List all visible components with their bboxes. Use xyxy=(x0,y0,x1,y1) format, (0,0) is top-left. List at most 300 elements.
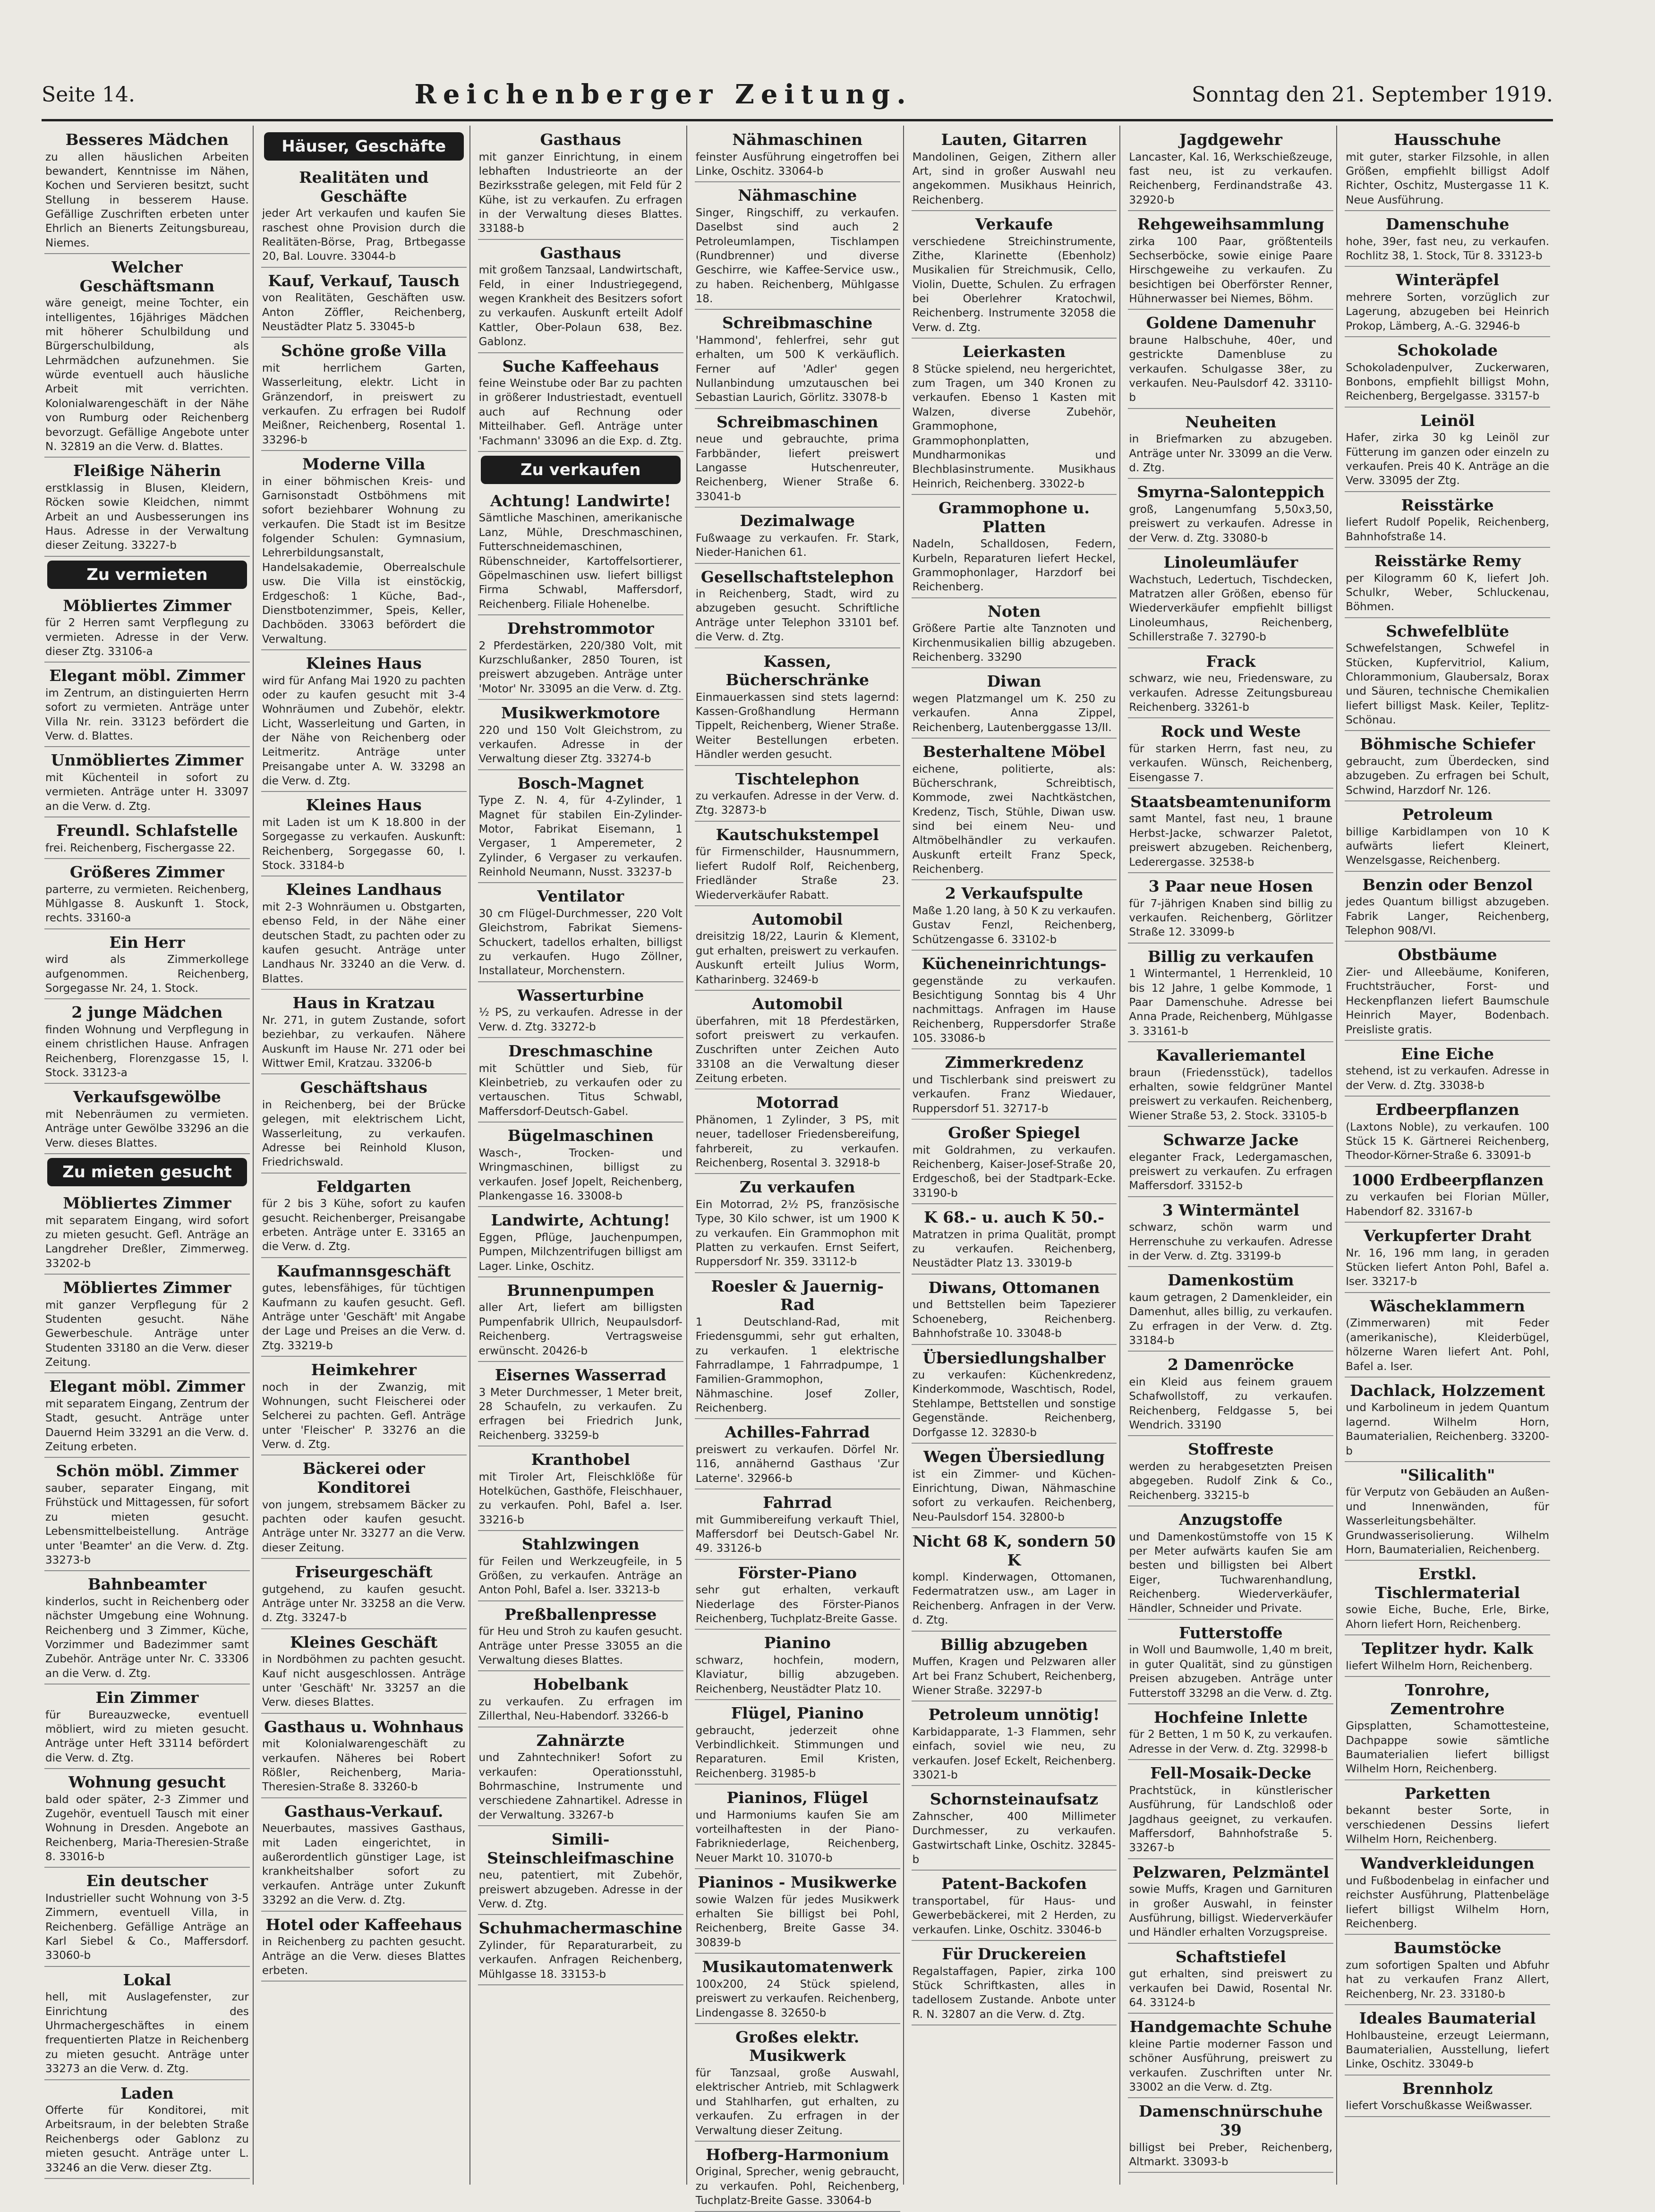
classified-ad xyxy=(478,772,683,884)
classified-ad xyxy=(1345,2077,1550,2117)
ad-headline: Freundl. Schlafstelle xyxy=(56,821,238,840)
ad-body: zirka 100 Paar, größtenteils Sechserböcke, sowie einige Paare Hirschgeweihe zu verkaufen. Zu besichtigen bei Oberförster Renner, Hühnerwasser bei Niemes, Böhm. xyxy=(1129,235,1333,306)
classified-ad xyxy=(1345,128,1550,211)
ad-body: Nr. 271, in gutem Zustande, sofort beziehbar, zu verkaufen. Nähere Auskunft im Hause Nr. 271 oder bei Wittwer Emil, Kratzau. 33206-b xyxy=(262,1014,466,1070)
ad-headline: Kücheneinrichtungs- xyxy=(921,954,1107,973)
classified-ad xyxy=(261,1260,467,1357)
ad-body: erstklassig in Blusen, Kleidern, Röcken sowie Kleidchen, nimmt Arbeit an und Ausbesserungen ins Haus. Adresse in der Verwaltung dieser Zeitung. 33227-b xyxy=(45,482,249,552)
ad-headline: Nicht 68 K, sondern 50 K xyxy=(913,1531,1116,1569)
ad-body: Prachtstück, in künstlerischer Ausführung, für Landschloß oder Jagdhaus geeignet, zu verkaufen. Maffersdorf, Bahnhofstraße 5. 33267-b xyxy=(1129,1784,1333,1855)
ad-body: jeder Art verkaufen und kaufen Sie raschest ohne Provision durch die Realitäten-Börse, Prag, Brtbegasse 20, Bal. Louvre. 33044-b xyxy=(262,207,466,263)
classified-ad xyxy=(478,355,683,452)
ad-body: mit Goldrahmen, zu verkaufen. Reichenberg, Kaiser-Josef-Straße 20, Erdgeschoß, bei der Stadtpark-Ecke. 33190-b xyxy=(912,1144,1116,1200)
ad-body: aller Art, liefert am billigsten Pumpenfabrik Ullrich, Neupaulsdorf-Reichenberg. Vertragsweise erwünscht. 20426-b xyxy=(478,1302,682,1357)
classified-ad xyxy=(695,1632,900,1700)
classified-ad xyxy=(1128,1762,1333,1859)
ad-headline: Elegant möbl. Zimmer xyxy=(49,1377,245,1396)
ad-body: Muffen, Kragen und Pelzwaren aller Art bei Franz Schubert, Reichenberg, Wiener Straße. 32297-b xyxy=(912,1656,1116,1697)
ad-headline: Bosch-Magnet xyxy=(517,774,644,792)
classified-ad xyxy=(1345,733,1550,801)
ad-headline: Gasthaus-Verkauf. xyxy=(284,1802,444,1821)
ad-body: noch in der Zwanzig, mit Wohnungen, sucht Fleischerei oder Selcherei zu pachten. Gefl. Anträge unter 'Fleischer' P. 33276 an die Verw. d. Ztg. xyxy=(262,1381,466,1451)
column-6 xyxy=(1125,126,1337,2185)
ad-headline: Dreschmaschine xyxy=(508,1042,653,1061)
ad-body: ½ PS, zu verkaufen. Adresse in der Verw. d. Ztg. 33272-b xyxy=(478,1006,682,1033)
ad-body: Zylinder, für Reparaturarbeit, zu verkaufen. Anfragen Reichenberg, Mühlgasse 18. 33153-b xyxy=(478,1939,682,1981)
ad-body: 'Hammond', fehlerfrei, sehr gut erhalten, um 500 K verkäuflich. Ferner auf 'Adler' gegen Nullanbindung umzutauschen bei Sebastian Laurich, Görlitz. 33078-b xyxy=(695,334,899,404)
classified-ad xyxy=(478,1364,683,1446)
ad-body: gebraucht, zum Überdecken, sind abzugeben. Zu erfragen bei Schult, Schwind, Harzdorf Nr. 126. xyxy=(1346,756,1550,797)
ad-body: groß, Langenumfang 5,50x3,50, preiswert zu verkaufen. Adresse in der Verw. d. Ztg. 33080-b xyxy=(1129,503,1333,544)
classified-ad xyxy=(1128,1706,1333,1760)
ad-headline: Elegant möbl. Zimmer xyxy=(49,666,245,685)
classified-ad xyxy=(261,270,467,338)
ad-headline: Fleißige Näherin xyxy=(73,461,221,480)
ad-headline: Wandverkleidungen xyxy=(1360,1854,1535,1873)
classified-ad xyxy=(44,459,250,556)
ad-headline: Musikautomatenwerk xyxy=(702,1957,893,1976)
ad-headline: Anzugstoffe xyxy=(1179,1510,1283,1529)
ad-headline: Böhmische Schiefer xyxy=(1360,735,1535,754)
classified-ad xyxy=(44,931,250,1000)
classified-ad xyxy=(1128,213,1333,310)
ad-body: sowie Muffs, Kragen und Garnituren in großer Auswahl, in feinster Ausführung, billigst. Wiederverkäufer und Händler erhalten Vorzugspreise. xyxy=(1129,1883,1333,1939)
ad-headline: Kassen, Bücherschränke xyxy=(725,652,870,689)
ad-headline: Futterstoffe xyxy=(1179,1623,1283,1642)
ad-body: neue und gebrauchte, prima Farbbänder, liefert preiswert Langasse Hutschenreuter, Reichenberg, Wiener Straße 6. 33041-b xyxy=(695,433,899,503)
ad-headline: Rock und Weste xyxy=(1160,722,1301,741)
ad-headline: Verkaufe xyxy=(975,215,1053,234)
ad-headline: Achilles-Fahrrad xyxy=(725,1423,870,1442)
ad-body: gut erhalten, sind preiswert zu verkaufen bei Dawid, Rosental Nr. 64. 33124-b xyxy=(1129,1968,1333,2009)
ad-body: Einmauerkassen sind stets lagernd: Kassen-Großhandlung Hermann Tippelt, Reichenberg, Wiener Straße. Weiter Bestellungen erbeten. Händler werden gesucht. xyxy=(695,691,899,761)
ad-body: mit ganzer Einrichtung, in einem lebhaften Industrieorte an der Bezirksstraße gelegen, mit Feld für 2 Kühe, ist zu verkaufen. Zu erfragen in der Verwaltung dieses Blattes. 33188-b xyxy=(478,151,682,235)
ad-headline: Gasthaus xyxy=(540,243,621,262)
ad-headline: Für Druckereien xyxy=(942,1944,1086,1963)
ad-body: Original, Sprecher, wenig gebraucht, zu verkaufen. Pohl, Reichenberg, Tuchplatz-Breite Gasse. 33064-b xyxy=(695,2166,899,2207)
ad-body: gegenstände zu verkaufen. Besichtigung Sonntag bis 4 Uhr nachmittags. Anfragen im Hause Reichenberg, Ruppersdorfer Straße 105. 33086-b xyxy=(912,975,1116,1045)
ad-headline: Suche Kaffeehaus xyxy=(502,357,659,375)
ad-body: mit Schüttler und Sieb, für Kleinbetrieb, zu verkaufen oder zu vertauschen. Titus Schwabl, Maffersdorf-Deutsch-Gabel. xyxy=(478,1062,682,1118)
ad-headline: Nähmaschinen xyxy=(732,130,863,149)
ad-body: kleine Partie moderner Fasson und schöner Ausführung, preiswert zu verkaufen. Zuschriften unter Nr. 33002 an die Verw. d. Ztg. xyxy=(1129,2038,1333,2093)
ad-headline: Linoleumläufer xyxy=(1163,553,1298,572)
ad-headline: Möbliertes Zimmer xyxy=(63,1278,231,1297)
classified-ad xyxy=(478,617,683,700)
ad-headline: Baumstöcke xyxy=(1393,1939,1501,1957)
column-7 xyxy=(1342,126,1553,2185)
classified-ad xyxy=(695,510,900,563)
ad-body: 8 Stücke spielend, neu hergerichtet, zum Tragen, um 340 Kronen zu verkaufen. Ebenso 1 Kasten mit Walzen, diverse Zubehör, Grammophone, Grammophonplatten, Mundharmonikas und Blechblasinstrumente. Musikhaus Heinrich, Reichenberg. 33022-b xyxy=(912,363,1116,490)
ad-headline: Brunnenpumpen xyxy=(507,1281,655,1300)
classified-ad xyxy=(912,1943,1117,2025)
classified-ad xyxy=(44,1276,250,1373)
classified-ad xyxy=(695,1956,900,2024)
ad-body: werden zu herabgesetzten Preisen abgegeben. Rudolf Zink & Co., Reichenberg. 33215-b xyxy=(1129,1461,1333,1502)
classified-ad xyxy=(1345,1852,1550,1935)
classified-ad xyxy=(912,128,1117,211)
ad-headline: Eine Eiche xyxy=(1401,1044,1494,1063)
ad-body: hell, mit Auslagefenster, zur Einrichtung des Uhrmachergeschäftes in einem frequentierten Platze in Reichenberg zu mieten gesucht. Anträge unter 33273 an die Verw. d. Ztg. xyxy=(45,1991,249,2076)
classified-ad xyxy=(1128,1861,1333,1944)
ad-body: Singer, Ringschiff, zu verkaufen. Daselbst sind auch 2 Petroleumlampen, Tischlampen (Rundbrenner) und diverse Geschirre, wie Kaffee-Service usw., zu haben. Reichenberg, Mühlgasse 18. xyxy=(695,206,899,306)
classified-ad xyxy=(261,1561,467,1629)
ad-headline: "Silicalith" xyxy=(1399,1465,1495,1484)
classified-ad xyxy=(478,1279,683,1362)
classified-ad xyxy=(44,1771,250,1868)
ad-headline: Goldene Damenuhr xyxy=(1146,314,1316,332)
ad-body: mit Laden ist um K 18.800 in der Sorgegasse zu verkaufen. Auskunft: Reichenberg, Sorgegasse 60, I. Stock. 33184-b xyxy=(262,817,466,872)
classified-ad xyxy=(44,1001,250,1084)
classified-ad xyxy=(44,1686,250,1769)
ad-body: Hohlbausteine, erzeugt Leiermann, Baumaterialien, Ausstellung, liefert Linke, Oschitz. 33049-b xyxy=(1346,2029,1550,2071)
classified-ad xyxy=(1128,1129,1333,1197)
ad-body: für 2 bis 3 Kühe, sofort zu kaufen gesucht. Reichenberger, Preisangabe erbeten. Anträge unter E. 33165 an die Verw. d. Ztg. xyxy=(262,1198,466,1253)
ad-headline: Neuheiten xyxy=(1185,412,1277,431)
classified-ad xyxy=(1128,720,1333,789)
ad-headline: Ideales Baumaterial xyxy=(1359,2009,1536,2028)
ad-headline: Schreibmaschine xyxy=(722,314,873,332)
ad-body: dreisitzig 18/22, Laurin & Klement, gut erhalten, preiswert zu verkaufen. Auskunft erteilt Julius Worm, Katharinberg. 32469-b xyxy=(695,930,899,986)
ad-body: verschiedene Streichinstrumente, Zithe, Klarinette (Ebenholz) Musikalien für Streichmusik, Cello, Violin, Duette, Schulen. Zu erfragen bei Oberlehrer Kratochwil, Reichenberg. Instrumente 32058 die Verw. d. Ztg. xyxy=(912,235,1116,334)
ad-body: mit Tiroler Art, Fleischklöße für Hotelküchen, Gasthöfe, Fleischhauer, zu verkaufen. Pohl, Bafel a. Iser. 33216-b xyxy=(478,1471,682,1526)
ad-headline: Diwan xyxy=(987,672,1041,691)
ad-body: bekannt bester Sorte, in verschiedenen Dessins liefert Wilhelm Horn, Reichenberg. xyxy=(1346,1804,1550,1846)
classified-ad xyxy=(695,1091,900,1174)
ad-body: (Laxtons Noble), zu verkaufen. 100 Stück 15 K. Gärtnerei Reichenberg, Theodor-Körner-Straße 6. 33091-b xyxy=(1346,1121,1550,1162)
ad-body: zu verkaufen. Adresse in der Verw. d. Ztg. 32873-b xyxy=(695,790,899,817)
ad-headline: Schuhmachermaschine xyxy=(478,1919,682,1938)
ad-headline: Eisernes Wasserrad xyxy=(495,1365,666,1384)
ad-headline: Wohnung gesucht xyxy=(68,1773,226,1791)
ad-body: mit herrlichem Garten, Wasserleitung, elektr. Licht in Gränzendorf, in preiswert zu verkaufen. Zu erfragen bei Rudolf Meißner, Reichenberg, Rosental 1. 33296-b xyxy=(262,362,466,446)
ad-headline: Billig zu verkaufen xyxy=(1147,947,1314,966)
ad-body: Type Z. N. 4, für 4-Zylinder, 1 Magnet für stabilen Ein-Zylinder-Motor, Fabrikat Eisemann, 1 Vergaser, 1 Amperemeter, 2 Zylinder, 6 Vergaser zu verkaufen. Reinhold Neumann, Nusst. 33237-b xyxy=(478,794,682,879)
classified-ad xyxy=(1345,2007,1550,2076)
classified-ad xyxy=(1345,803,1550,872)
ad-headline: Kleines Landhaus xyxy=(286,880,442,899)
ad-body: kaum getragen, 2 Damenkleider, ein Damenhut, alles billig, zu verkaufen. Zu erfragen in der Verw. d. Ztg. 33184-b xyxy=(1129,1291,1333,1347)
section-header: Zu verkaufen xyxy=(481,456,681,484)
ad-body: für Verputz von Gebäuden an Außen- und Innenwänden, für Wasserleitungsbehälter. Grundwasserisolierung. Wilhelm Horn, Baumaterialien, Reichenberg. xyxy=(1346,1486,1550,1556)
ad-headline: 3 Paar neue Hosen xyxy=(1148,876,1313,895)
ad-body: mit ganzer Verpflegung für 2 Studenten gesucht. Nähe Gewerbeschule. Anträge unter Studenten 33180 an die Verw. dieser Zeitung. xyxy=(45,1299,249,1369)
ad-body: in Reichenberg zu pachten gesucht. Anträge an die Verw. dieses Blattes erbeten. xyxy=(262,1936,466,1977)
classified-ad xyxy=(1345,494,1550,548)
classified-ad xyxy=(1128,945,1333,1042)
classified-ad xyxy=(261,1631,467,1714)
classified-ad xyxy=(44,1460,250,1571)
ad-headline: Damenschnürschuhe 39 xyxy=(1139,2102,1323,2139)
classified-ad xyxy=(1345,1464,1550,1561)
classified-ad xyxy=(261,1914,467,1982)
ad-body: zu verkaufen. Zu erfragen im Zillerthal, Neu-Habendorf. 33266-b xyxy=(478,1695,682,1723)
ad-headline: Bahnbeamter xyxy=(87,1575,207,1594)
ad-headline: Gasthaus xyxy=(540,130,621,149)
ad-body: und Tischlerbank sind preiswert zu verkaufen. Franz Wiedauer, Ruppersdorf 51. 32717-b xyxy=(912,1074,1116,1115)
ad-headline: Wegen Übersiedlung xyxy=(923,1447,1105,1466)
classified-ad xyxy=(695,411,900,508)
ad-body: hohe, 39er, fast neu, zu verkaufen. Rochlitz 38, 1. Stock, Tür 8. 33123-b xyxy=(1346,235,1550,262)
classified-ad xyxy=(1345,620,1550,732)
ad-headline: Verkupferter Draht xyxy=(1364,1226,1532,1245)
ad-headline: Petroleum xyxy=(1402,805,1493,824)
ad-body: kompl. Kinderwagen, Ottomanen, Federmatratzen usw., am Lager in Reichenberg. Anfragen in der Verw. d. Ztg. xyxy=(912,1571,1116,1627)
classified-ad xyxy=(1345,1563,1550,1635)
classified-ad xyxy=(912,1530,1117,1632)
masthead-rule xyxy=(42,119,1553,121)
ad-body: frei. Reichenberg, Fischergasse 22. xyxy=(45,842,235,854)
ad-body: zum sofortigen Spalten und Abfuhr hat zu verkaufen Franz Allert, Reichenberg, Nr. 23. 33180-b xyxy=(1346,1959,1550,2000)
classified-ad xyxy=(1345,409,1550,492)
ad-headline: Dezimalwage xyxy=(740,511,855,530)
classified-ad xyxy=(1345,269,1550,337)
classified-ad xyxy=(478,1828,683,1915)
ad-headline: Laden xyxy=(120,2084,174,2102)
classified-ad xyxy=(1345,213,1550,267)
classified-ad xyxy=(912,1872,1117,1941)
ad-headline: Grammophone u. Platten xyxy=(938,498,1090,536)
classified-ad xyxy=(1345,1679,1550,1780)
ad-body: in Nordböhmen zu pachten gesucht. Kauf nicht ausgeschlossen. Anträge unter 'Geschäft' Nr. 33257 an die Verw. dieses Blattes. xyxy=(262,1653,466,1709)
ad-body: neu, patentiert, mit Zubehör, preiswert abzugeben. Adresse in der Verw. d. Ztg. xyxy=(478,1869,682,1910)
classified-ad xyxy=(261,878,467,990)
ad-body: eichene, politierte, als: Bücherschrank, Schreibtisch, Kommode, zwei Nachtkästchen, Kredenz, Tisch, Stühle, Diwan usw. sind bei einem Neu- und Altmöbelhändler zu verkaufen. Auskunft erteilt Franz Speck, Reichenberg. xyxy=(912,763,1116,876)
ad-headline: Noten xyxy=(987,602,1041,621)
classified-ad xyxy=(1345,1637,1550,1677)
ad-headline: Pianinos - Musikwerke xyxy=(698,1873,897,1892)
classified-ad xyxy=(1128,312,1333,408)
classified-ad xyxy=(695,1275,900,1420)
ad-headline: Diwans, Ottomanen xyxy=(928,1278,1100,1297)
ad-headline: Tonrohre, Zementrohre xyxy=(1390,1681,1505,1718)
ad-body: Industrieller sucht Wohnung von 3-5 Zimmern, eventuell Villa, in Reichenberg. Gefällige Anträge an Karl Siebel & Co., Maffersdorf. 33060-b xyxy=(45,1892,249,1962)
ad-headline: Gesellschaftstelephon xyxy=(700,567,894,586)
ad-headline: Hobelbank xyxy=(533,1675,628,1694)
ad-headline: Jagdgewehr xyxy=(1179,130,1282,149)
ad-headline: Stoffreste xyxy=(1188,1440,1274,1459)
classified-ad xyxy=(1128,1622,1333,1704)
ad-body: von Realitäten, Geschäften usw. Anton Zöffler, Reichenberg, Neustädter Platz 5. 33045-b xyxy=(262,292,466,333)
classified-ad xyxy=(912,1051,1117,1120)
classified-ad xyxy=(1345,1169,1550,1223)
ad-headline: Hausschuhe xyxy=(1394,130,1501,149)
ad-body: 30 cm Flügel-Durchmesser, 220 Volt Gleichstrom, Fabrikat Siemens-Schuckert, tadellos erhalten, billigst zu verkaufen. Hugo Zöllner, Installateur, Morchenstern. xyxy=(478,908,682,978)
ad-body: Lancaster, Kal. 16, Werkschießzeuge, fast neu, ist zu verkaufen. Reichenberg, Ferdinandstraße 43. 32920-b xyxy=(1129,151,1333,206)
classified-ad xyxy=(44,1086,250,1154)
section-header: Häuser, Geschäfte xyxy=(264,132,464,161)
ad-body: sauber, separater Eingang, mit Frühstück und Mittagessen, für sofort zu mieten gesucht. Lebensmittelbeistellung. Anträge unter 'Beamter' an die Verw. d. Ztg. 33273-b xyxy=(45,1482,249,1566)
classified-ad xyxy=(1128,128,1333,211)
ad-body: überfahren, mit 18 Pferdestärken, sofort preiswert zu verkaufen. Zuschriften unter Zeichen Auto 33108 an die Verwaltung dieser Zeitung erbeten. xyxy=(695,1015,899,1085)
ad-body: schwarz, hochfein, modern, Klaviatur, billig abzugeben. Reichenberg, Neustädter Platz 10. xyxy=(695,1654,899,1695)
ad-body: bald oder später, 2-3 Zimmer und Zugehör, eventuell Tausch mit einer Wohnung in Dresden. Angebote an Reichenberg, Maria-Theresien-Straße 8. 33016-b xyxy=(45,1793,249,1863)
ad-body: Maße 1.20 lang, à 50 K zu verkaufen. Gustav Fenzl, Reichenberg, Schützengasse 6. 33102-b xyxy=(912,905,1116,946)
section-header: Zu mieten gesucht xyxy=(47,1158,247,1186)
ad-headline: Förster-Piano xyxy=(738,1563,857,1582)
classified-ad xyxy=(44,664,250,747)
classified-ad xyxy=(1128,2016,1333,2098)
ad-headline: Hotel oder Kaffeehaus xyxy=(265,1915,462,1934)
ad-body: in einer böhmischen Kreis- und Garnisonstadt Ostböhmens mit sofort beziehbarer Wohnung zu verkaufen. Die Stadt ist im Besitze folgender Schulen: Gymnasium, Lehrerbildungsanstalt, Handelsakademie, Oberrealschule usw. Die Villa ist einstöckig, Erdgeschoß: 1 Küche, Bad-, Dienstbotenzimmer, Speis, Keller, Dachböden. 33063 befördert die Verwaltung. xyxy=(262,475,466,646)
classified-ad xyxy=(478,242,683,353)
ad-body: Wachstuch, Ledertuch, Tischdecken, Matratzen aller Größen, ebenso für Wiederverkäufer empfiehlt billigst Linoleumhaus, Reichenberg, Schillerstraße 7. 32790-b xyxy=(1129,573,1333,644)
ad-headline: Smyrna-Salonteppich xyxy=(1137,483,1325,502)
ad-body: für 2 Herren samt Verpflegung zu vermieten. Adresse in der Verw. dieser Ztg. 33106-a xyxy=(45,617,249,658)
ad-headline: Möbliertes Zimmer xyxy=(63,596,231,615)
ad-headline: Fell-Mosaik-Decke xyxy=(1150,1764,1312,1783)
ad-headline: Pianino xyxy=(764,1633,831,1652)
classified-ad xyxy=(478,1917,683,1985)
ad-headline: Parketten xyxy=(1404,1784,1491,1803)
classified-ad xyxy=(44,861,250,929)
classified-ad xyxy=(695,1871,900,1954)
classified-ad xyxy=(912,882,1117,951)
ad-headline: Billig abzugeben xyxy=(940,1635,1088,1654)
ad-body: kinderlos, sucht in Reichenberg oder nächster Umgebung eine Wohnung. Reichenberg und 3 Zimmer, Küche, Vorzimmer und Badezimmer samt Zubehör. Anträge unter Nr. C. 33306 an die Verw. d. Ztg. xyxy=(45,1595,249,1680)
ad-headline: Winteräpfel xyxy=(1396,271,1500,289)
ad-body: in Reichenberg, bei der Brücke gelegen, mit elektrischem Licht, Wasserleitung, zu verkaufen. Adresse bei Reinhold Kluson, Friedrichswald. xyxy=(262,1098,466,1169)
ad-body: Hafer, zirka 30 kg Leinöl zur Fütterung im ganzen oder einzeln zu verkaufen. Preis 40 K. Anträge an die Verw. 33095 der Ztg. xyxy=(1346,432,1550,487)
ad-headline: Welcher Geschäftsmann xyxy=(79,258,215,295)
ad-headline: Zu verkaufen xyxy=(739,1178,855,1197)
classified-ad xyxy=(912,1446,1117,1528)
ad-body: gutgehend, zu kaufen gesucht. Anträge unter Nr. 33258 an die Verw. d. Ztg. 33247-b xyxy=(262,1583,466,1625)
ad-body: zu verkaufen: Küchenkredenz, Kinderkommode, Waschtisch, Rodel, Stehlampe, Bettstellen und sonstige Gegenstände. Reichenberg, Dorfgasse 12. 32830-b xyxy=(912,1369,1116,1439)
ad-headline: Wasserturbine xyxy=(517,986,644,1004)
ad-body: wegen Platzmangel um K. 250 zu verkaufen. Anna Zippel, Reichenberg, Lautenberggasse 13/II. xyxy=(912,692,1116,734)
ad-headline: Realitäten und Geschäfte xyxy=(299,168,429,205)
classified-ad xyxy=(1128,2100,1333,2173)
ad-body: für 2 Betten, 1 m 50 K, zu verkaufen. Adresse in der Verw. d. Ztg. 32998-b xyxy=(1129,1728,1333,1755)
ad-headline: Leierkasten xyxy=(962,342,1066,361)
ad-headline: Ein Herr xyxy=(109,933,185,952)
ad-headline: Kaufmannsgeschäft xyxy=(276,1261,451,1280)
classified-ad xyxy=(912,1633,1117,1702)
ad-headline: Großer Spiegel xyxy=(948,1123,1080,1142)
ad-body: zu allen häuslichen Arbeiten bewandert, Kenntnisse im Nähen, Kochen und Servieren besitzt, sucht Stellung in besserem Hause. Gefällige Zuschriften erbeten unter Ehrlich an Bienerts Zeitungsbureau, Niemes. xyxy=(45,151,249,249)
ad-headline: Petroleum unnötig! xyxy=(928,1705,1100,1724)
classified-ad xyxy=(261,794,467,876)
ad-body: Gipsplatten, Schamottesteine, Dachpappe sowie sämtliche Baumaterialien liefert billigst Wilhelm Horn, Reichenberg. xyxy=(1346,1720,1550,1776)
classified-ad xyxy=(44,595,250,663)
classified-ad xyxy=(478,984,683,1038)
classified-ad xyxy=(912,953,1117,1049)
classified-ad xyxy=(695,2144,900,2212)
newspaper-title: Reichenberger Zeitung. xyxy=(414,79,913,110)
ad-body: Regalstaffagen, Papier, zirka 100 Stück Schriftkasten, alles in tadellosem Zustande. Anbote unter R. N. 32807 an die Verw. d. Ztg. xyxy=(912,1965,1116,2021)
ad-headline: Fahrrad xyxy=(763,1493,832,1512)
ad-body: ist ein Zimmer- und Küchen-Einrichtung, Diwan, Nähmaschine sofort zu verkaufen. Reichenberg, Neu-Paulsdorf 154. 32800-b xyxy=(912,1468,1116,1523)
classified-ad xyxy=(1345,1379,1550,1462)
ad-body: Karbidapparate, 1-3 Flammen, sehr einfach, soviel wie neu, zu verkaufen. Josef Eckelt, Reichenberg. 33021-b xyxy=(912,1726,1116,1781)
ad-headline: Kleines Haus xyxy=(306,654,422,672)
ad-headline: Landwirte, Achtung! xyxy=(491,1211,671,1230)
ad-body: zu verkaufen bei Florian Müller, Habendorf 82. 33167-b xyxy=(1346,1191,1550,1218)
classified-ad xyxy=(1345,1043,1550,1097)
classified-ad xyxy=(261,1716,467,1798)
ad-headline: Reisstärke xyxy=(1401,495,1494,514)
classified-ad xyxy=(1128,1438,1333,1506)
classified-ad xyxy=(695,1787,900,1869)
ad-body: 2 Pferdestärken, 220/380 Volt, mit Kurzschlußanker, 2850 Touren, ist preiswert abzugeben. Anträge unter 'Motor' Nr. 33095 an die Verw. d. Ztg. xyxy=(478,639,682,695)
classified-ad xyxy=(478,885,683,982)
ad-headline: Damenkostüm xyxy=(1168,1271,1294,1290)
classified-ad xyxy=(912,340,1117,495)
ad-body: mit 2-3 Wohnräumen u. Obstgarten, ebenso Feld, in der Nähe einer deutschen Stadt, zu pachten oder zu kaufen gesucht. Anträge unter Landhaus Nr. 33240 an die Verw. d. Blattes. xyxy=(262,901,466,985)
ad-body: und Damenkostümstoffe von 15 K per Meter aufwärts kaufen Sie am besten und billigsten bei Albert Eiger, Tuchwarenhandlung, Reichenberg. Wiederverkäufer, Händler, Schneider und Private. xyxy=(1129,1531,1333,1615)
ad-headline: Benzin oder Benzol xyxy=(1362,875,1533,894)
masthead xyxy=(42,71,1553,118)
ad-headline: Erdbeerpflanzen xyxy=(1375,1100,1519,1119)
ad-body: sowie Eiche, Buche, Erle, Birke, Ahorn liefert Horn, Reichenberg. xyxy=(1346,1604,1550,1631)
ad-headline: Tischtelephon xyxy=(735,769,860,788)
ad-body: braun (Friedensstück), tadellos erhalten, sowie feldgrüner Mantel preiswert zu verkaufen. Reichenberg, Wiener Straße 53, 2. Stock. 33105-b xyxy=(1129,1066,1333,1122)
ad-headline: Achtung! Landwirte! xyxy=(490,491,671,510)
ad-headline: Heimkehrer xyxy=(311,1361,417,1379)
column-2 xyxy=(258,126,470,2185)
classified-ad xyxy=(478,1448,683,1531)
ad-headline: Dachlack, Holzzement xyxy=(1349,1381,1545,1400)
classified-ad xyxy=(44,1969,250,2080)
ad-headline: Ein Zimmer xyxy=(95,1688,199,1707)
ad-headline: Preßballenpresse xyxy=(504,1605,657,1624)
ad-headline: Kavalleriemantel xyxy=(1156,1046,1306,1064)
ad-body: Zier- und Alleebäume, Koniferen, Fruchtsträucher, Forst- und Heckenpflanzen liefert Baumschule Heinrich Mayer, Bodenbach. Preisliste gratis. xyxy=(1346,966,1550,1036)
ad-body: und Karbolineum in jedem Quantum lagernd. Wilhelm Horn, Baumaterialien, Reichenberg. 33200-b xyxy=(1346,1402,1550,1457)
classified-ad xyxy=(912,1276,1117,1345)
ad-body: schwarz, schön warm und Herrenschuhe zu verkaufen. Adresse in der Verw. d. Ztg. 33199-b xyxy=(1129,1221,1333,1262)
ad-headline: Ein deutscher xyxy=(86,1872,208,1890)
classified-ad xyxy=(261,1076,467,1173)
ad-body: gebraucht, jederzeit ohne Verbindlichkeit. Stimmungen und Reparaturen. Emil Kristen, Reichenberg. 31985-b xyxy=(695,1724,899,1780)
ad-body: im Zentrum, an distinguierten Herrn sofort zu vermieten. Anträge unter Villa Nr. rein. 33123 befördert die Verw. d. Blattes. xyxy=(45,687,249,742)
ad-body: Ein Motorrad, 2½ PS, französische Type, 30 Kilo schwer, ist um 1900 K zu verkaufen. Ein Grammophon mit Platten zu verkaufen. Ernst Seifert, Ruppersdorf Nr. 359. 33112-b xyxy=(695,1198,899,1268)
classified-ad xyxy=(44,1375,250,1458)
classified-ad xyxy=(261,340,467,451)
ad-body: liefert Vorschußkasse Weißwasser. xyxy=(1346,2100,1533,2112)
classified-ad xyxy=(1128,551,1333,648)
classified-ad xyxy=(478,1729,683,1826)
classified-ad xyxy=(1128,1508,1333,1620)
classified-ad xyxy=(261,1359,467,1455)
classified-ad xyxy=(478,128,683,240)
classified-ad xyxy=(695,128,900,182)
page-number: Seite 14. xyxy=(42,82,135,107)
ad-body: in Reichenberg, Stadt, wird zu abzugeben gesucht. Schriftliche Anträge unter Telephon 33101 bef. die Verw. d. Ztg. xyxy=(695,588,899,644)
ad-body: für Heu und Stroh zu kaufen gesucht. Anträge unter Presse 33055 an die Verwaltung dieses Blattes. xyxy=(478,1625,682,1667)
ad-headline: Gasthaus u. Wohnhaus xyxy=(264,1717,464,1736)
ad-body: gutes, lebensfähiges, für tüchtigen Kaufmann zu kaufen gesucht. Gefl. Anträge unter 'Geschäft' mit Angabe der Lage und Preises an die Verw. d. Ztg. 33219-b xyxy=(262,1282,466,1352)
ad-headline: Handgemachte Schuhe xyxy=(1129,2017,1332,2036)
ad-headline: Obstbäume xyxy=(1398,945,1497,964)
classified-ad xyxy=(695,1491,900,1560)
ad-headline: Schaftstiefel xyxy=(1175,1947,1286,1966)
classified-ad xyxy=(695,1562,900,1630)
ad-body: ein Kleid aus feinem grauem Schafwollstoff, zu verkaufen. Reichenberg, Feldgasse 5, bei Wendrich. 33190 xyxy=(1129,1376,1333,1432)
classified-ad xyxy=(261,1800,467,1912)
ad-headline: Lauten, Gitarren xyxy=(941,130,1087,149)
classified-ad xyxy=(912,740,1117,880)
ad-body: 220 und 150 Volt Gleichstrom, zu verkaufen. Adresse in der Verwaltung dieser Ztg. 33274-b xyxy=(478,724,682,766)
ad-body: parterre, zu vermieten. Reichenberg, Mühlgasse 8. Auskunft 1. Stock, rechts. 33160-a xyxy=(45,883,249,925)
classified-ad xyxy=(44,128,250,254)
ad-headline: Haus in Kratzau xyxy=(292,994,435,1012)
ad-headline: Bügelmaschinen xyxy=(507,1126,654,1145)
ad-headline: Moderne Villa xyxy=(302,455,426,474)
ad-body: Zahnscher, 400 Millimeter Durchmesser, zu verkaufen. Gastwirtschaft Linke, Oschitz. 32845-b xyxy=(912,1810,1116,1866)
ad-body: 1 Wintermantel, 1 Herrenkleid, 10 bis 12 Jahre, 1 gelbe Kommode, 1 Paar Damenschuhe. Adresse bei Anna Prade, Reichenberg, Mühlgasse 3. 33161-b xyxy=(1129,968,1333,1038)
